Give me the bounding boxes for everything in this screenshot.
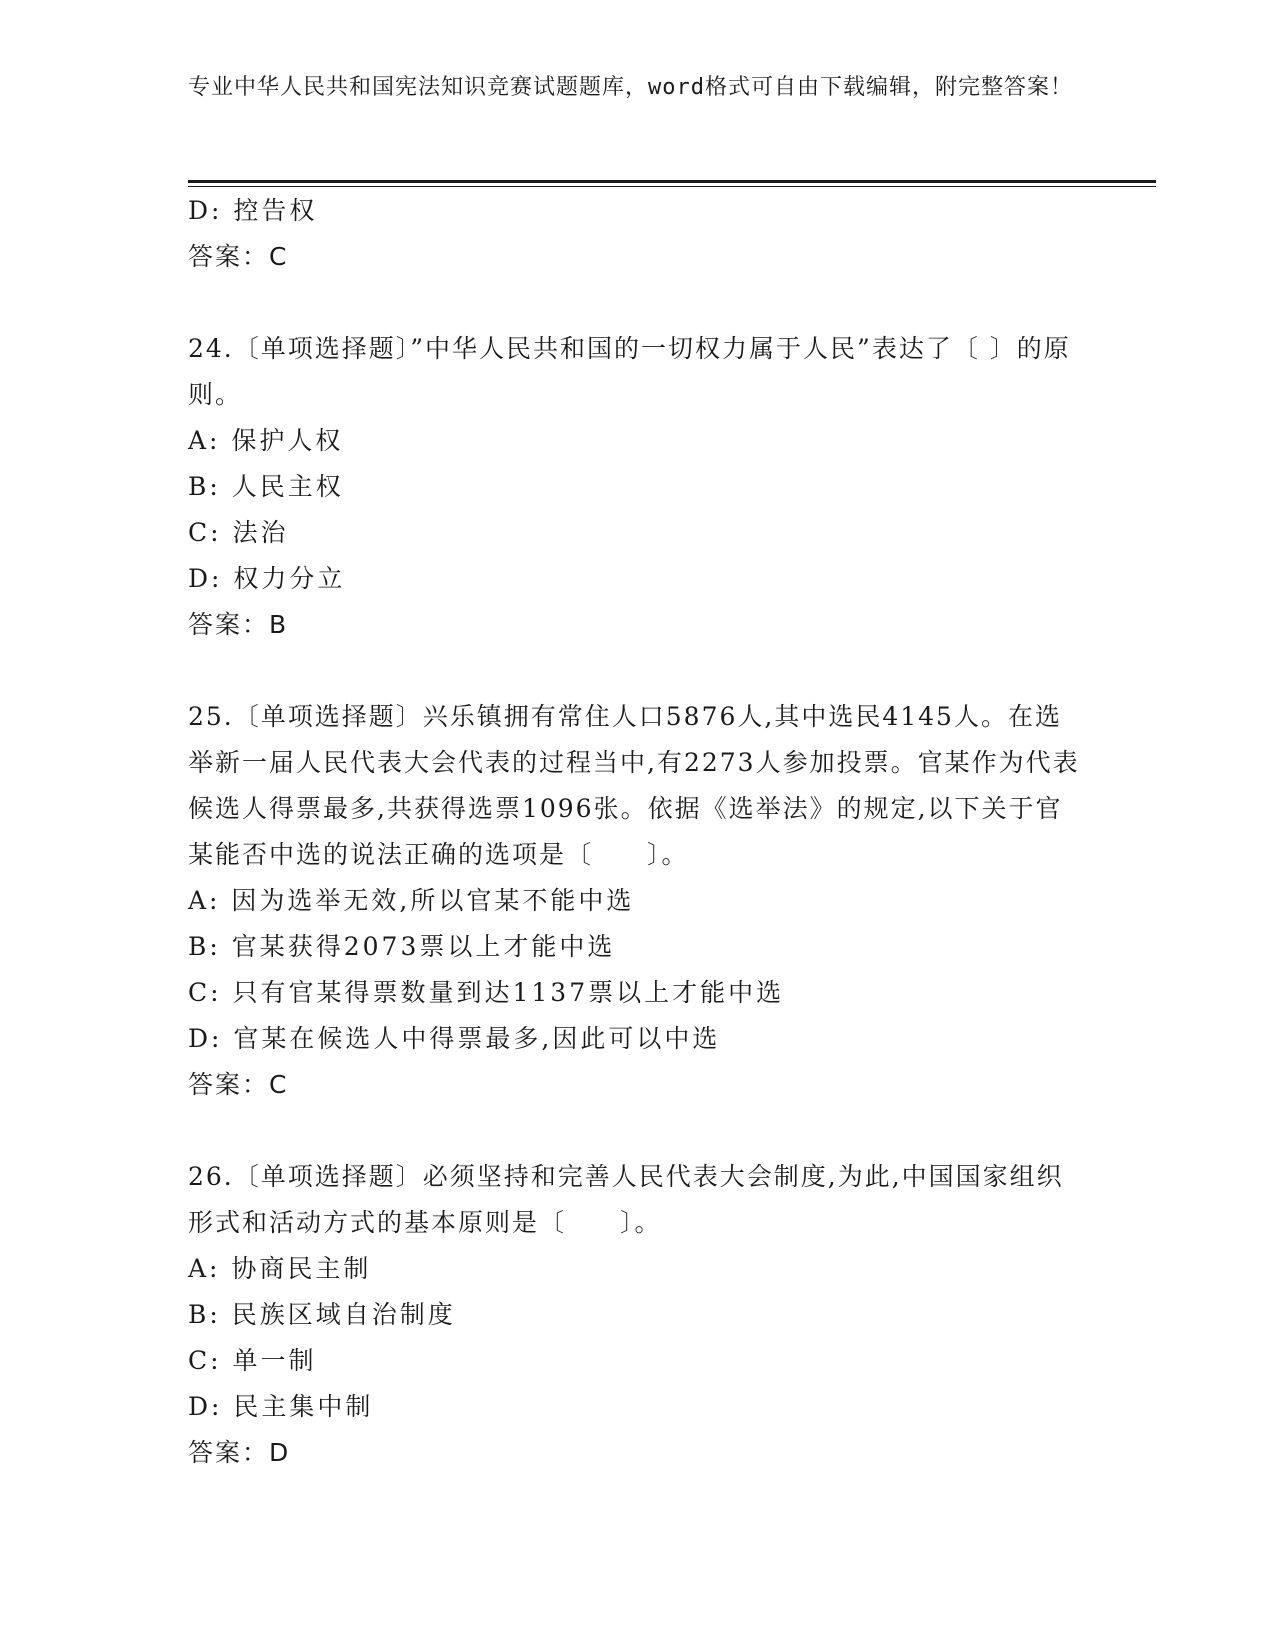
document-header: 专业中华人民共和国宪法知识竞赛试题题库，word格式可自由下载编辑，附完整答案！	[188, 75, 1073, 100]
answer-line: 答案：B	[188, 610, 289, 639]
option-a: A: 保护人权	[188, 426, 344, 455]
answer-line: 答案：C	[188, 1070, 289, 1099]
question-stem: 25.〔单项选择题〕兴乐镇拥有常住人口5876人,其中选民4145人。在选举新一届人民代表大会代表的过程当中,有2273人参加投票。官某作为代表候选人得票最多,共获得选票1096张。依据《选举法》的规定,以下关于官某能否中选的说法正确的选项是〔 〕。	[188, 702, 1080, 869]
option-a: A: 因为选举无效,所以官某不能中选	[188, 886, 635, 915]
previous-question-tail	[188, 188, 1088, 280]
option-d: D: 控告权	[188, 196, 318, 225]
header-rule-thin	[188, 186, 1156, 187]
spacer	[188, 1108, 1088, 1154]
option-d: D: 官某在候选人中得票最多,因此可以中选	[188, 1024, 721, 1053]
option-d: D: 权力分立	[188, 564, 346, 593]
question-26	[188, 1154, 1088, 1476]
question-stem: 26.〔单项选择题〕必须坚持和完善人民代表大会制度,为此,中国国家组织形式和活动方式的基本原则是〔 〕。	[188, 1162, 1064, 1237]
question-25	[188, 694, 1088, 1108]
answer-line: 答案：D	[188, 1438, 291, 1467]
option-a: A: 协商民主制	[188, 1254, 372, 1283]
answer-line: 答案：C	[188, 242, 289, 271]
option-b: B: 官某获得2073票以上才能中选	[188, 932, 616, 961]
question-stem: 24.〔单项选择题〕”中华人民共和国的一切权力属于人民”表达了〔 〕的原则。	[188, 334, 1071, 409]
header-rule-thick	[188, 180, 1156, 183]
option-d: D: 民主集中制	[188, 1392, 374, 1421]
option-c: C: 法治	[188, 518, 289, 547]
spacer	[188, 280, 1088, 326]
spacer	[188, 648, 1088, 694]
option-b: B: 人民主权	[188, 472, 344, 501]
option-b: B: 民族区域自治制度	[188, 1300, 456, 1329]
option-c: C: 只有官某得票数量到达1137票以上才能中选	[188, 978, 785, 1007]
option-c: C: 单一制	[188, 1346, 317, 1375]
question-content	[188, 188, 1088, 1476]
question-24	[188, 326, 1088, 648]
